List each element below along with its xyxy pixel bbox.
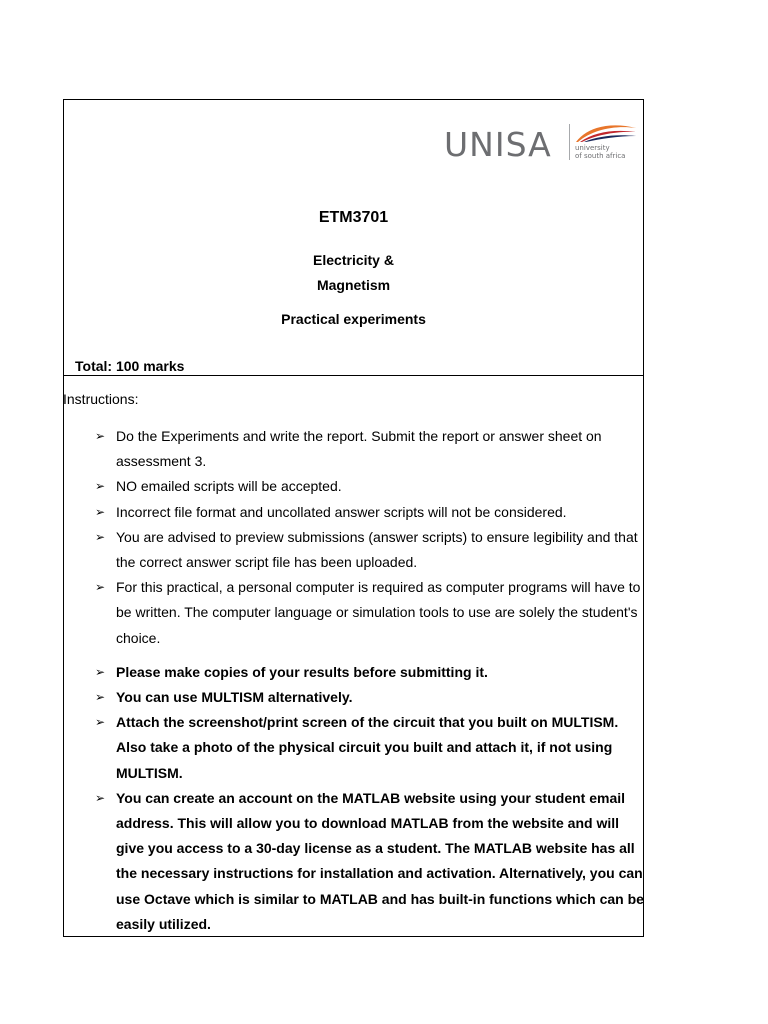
- logo-tagline: [575, 144, 625, 160]
- logo-tagline-line1: university: [575, 144, 610, 152]
- course-code: ETM3701: [318, 209, 389, 226]
- instructions-title: Instructions:: [63, 391, 139, 407]
- logo-divider: [569, 124, 570, 160]
- list-item-bold: ➢ Attach the screenshot/print screen of the circuit that you built on MULTISM. Also take a photo of the physical circuit you built and attach it, if not using MULTISM.: [95, 710, 645, 786]
- instructions-list: [95, 424, 645, 937]
- header-divider: [63, 375, 644, 376]
- list-item-bold: ➢ You can create an account on the MATLAB website using your student email address. This will allow you to download MATLAB from the website and will give you access to a 30-day license as a student. The MATLAB website has all the necessary instructions for installation and activation. Alternatively, you can use Octave which is similar to MATLAB and has built-in functions which can be easily utilized.: [95, 786, 645, 937]
- logo-wordmark: UNISA: [444, 125, 552, 164]
- list-item: ➢ NO emailed scripts will be accepted.: [95, 474, 645, 499]
- course-name: [63, 248, 644, 298]
- course-name-line2: Magnetism: [316, 277, 391, 293]
- unisa-logo: [444, 122, 639, 164]
- list-item-bold: ➢ You can use MULTISM alternatively.: [95, 685, 645, 710]
- list-item-bold: ➢ Please make copies of your results before submitting it.: [95, 660, 645, 685]
- total-marks: Total: 100 marks: [75, 358, 185, 374]
- list-item: ➢ You are advised to preview submissions (answer scripts) to ensure legibility and that the correct answer script file has been uploaded.: [95, 525, 645, 575]
- course-name-line1: Electricity &: [313, 252, 394, 268]
- list-item: ➢ For this practical, a personal computer is required as computer programs will have to be written. The computer language or simulation tools to use are solely the student's choice.: [95, 575, 645, 651]
- logo-tagline-line2: of south africa: [575, 152, 626, 160]
- list-item: ➢ Do the Experiments and write the report. Submit the report or answer sheet on assessment 3.: [95, 424, 645, 474]
- document-subtitle: Practical experiments: [281, 311, 426, 327]
- list-item: ➢ Incorrect file format and uncollated answer scripts will not be considered.: [95, 500, 645, 525]
- swoosh-icon: [574, 122, 638, 144]
